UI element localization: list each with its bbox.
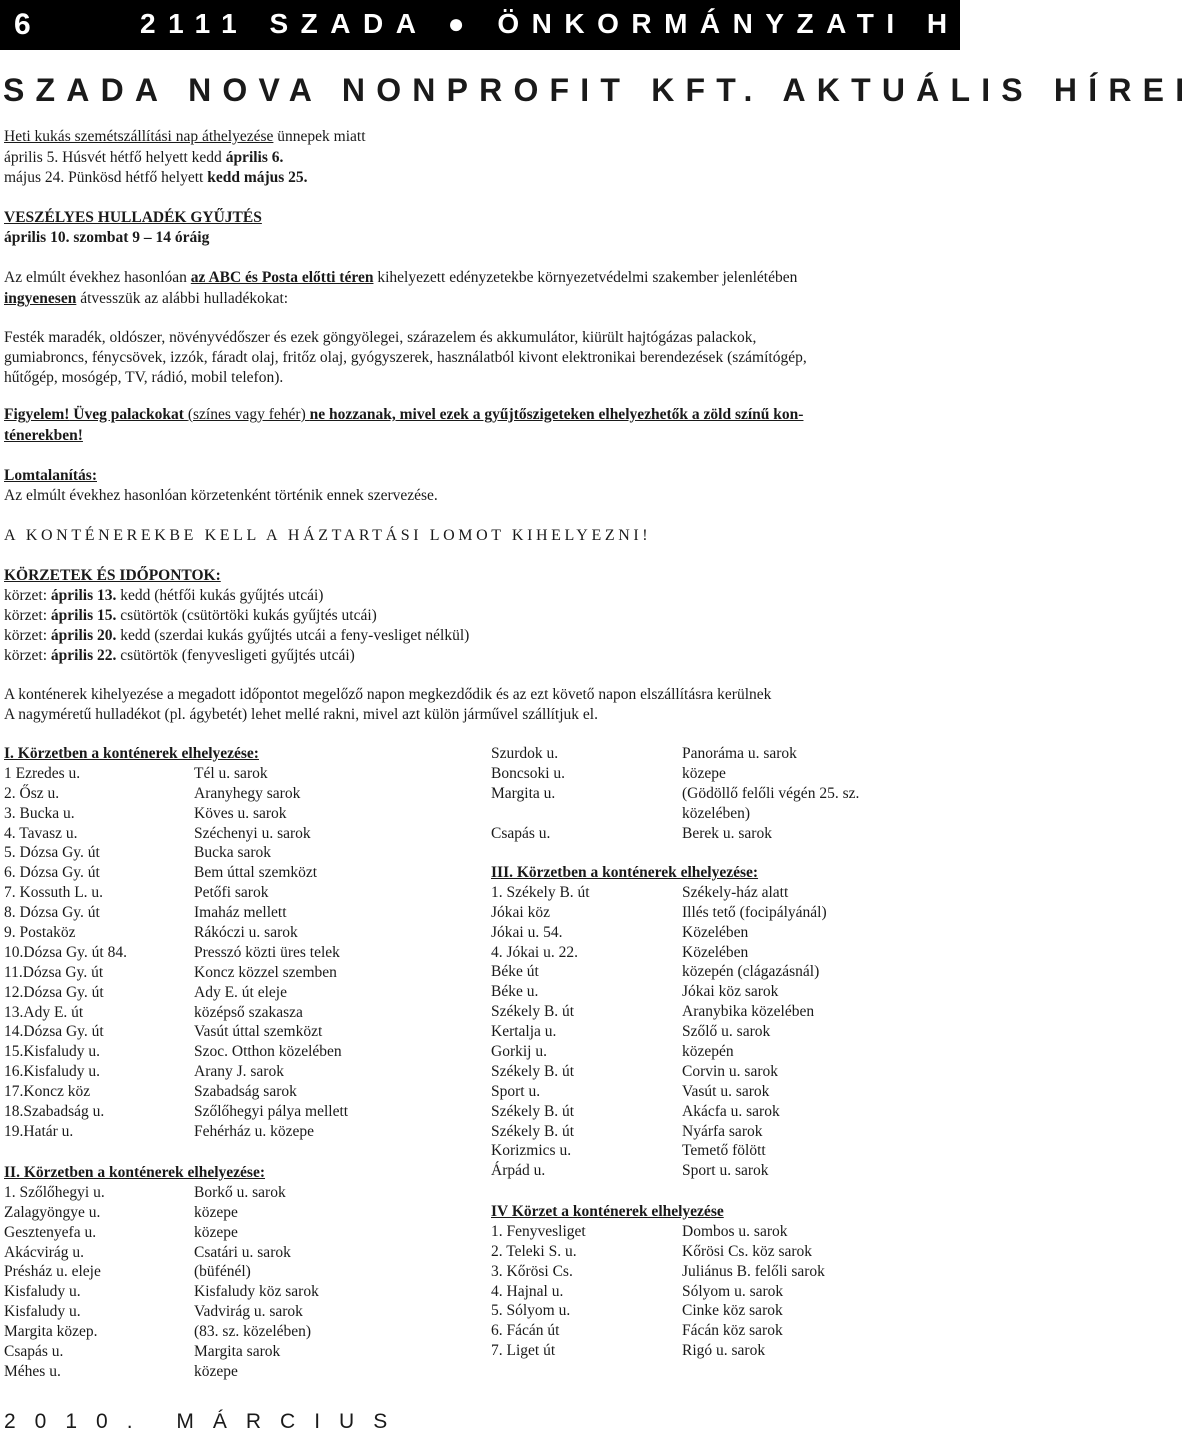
schedule-item-prefix: körzet: — [4, 607, 51, 624]
street-name: Jókai köz — [491, 903, 550, 921]
table-row — [491, 1141, 951, 1161]
table-row — [4, 943, 474, 963]
hazard-paragraph-line-2 — [4, 289, 288, 309]
hazard-p1-free: ingyenesen — [4, 290, 77, 307]
street-name: Jókai u. 54. — [491, 923, 563, 941]
hazard-date: április 10. szombat 9 – 14 óráig — [4, 229, 210, 246]
warning-line-2: ténerekben! — [4, 427, 83, 444]
district-3-table — [491, 883, 951, 1181]
schedule-item-date: április 20. — [50, 627, 117, 644]
table-row — [491, 1062, 951, 1082]
hazard-p1-text-e: átvesszük az alábbi hulladékokat: — [76, 290, 289, 307]
table-row — [4, 1042, 474, 1062]
street-name: Margita közep. — [4, 1323, 98, 1341]
intro-line-3-date: kedd május 25. — [207, 169, 308, 186]
district-4-title: IV Körzet a konténerek elhelyezése — [491, 1203, 724, 1220]
street-name: 2. Ősz u. — [4, 784, 60, 802]
schedule-item-detail: csütörtök (csütörtöki kukás gyűjtés utcái) — [116, 607, 377, 624]
container-location: Szőlőhegyi pálya mellett — [194, 1103, 349, 1121]
street-name: Székely B. út — [491, 1122, 575, 1140]
table-row — [4, 903, 474, 923]
lomtalanitas-title: Lomtalanítás: — [4, 467, 97, 484]
street-name: 18.Szabadság u. — [4, 1103, 105, 1121]
table-row — [491, 903, 951, 923]
container-location: középső szakasza — [194, 1003, 303, 1021]
container-location: Köves u. sarok — [194, 804, 287, 822]
container-location: Fácán köz sarok — [682, 1322, 783, 1340]
schedule-item-prefix: körzet: — [4, 647, 51, 664]
table-row — [4, 1203, 474, 1223]
district-2-continued-table — [491, 744, 951, 843]
container-location: Szoc. Otthon közelében — [194, 1043, 342, 1061]
container-location: Nyárfa sarok — [682, 1122, 763, 1140]
hazard-p1-location: az ABC és Posta előtti téren — [190, 269, 374, 286]
container-location: Vadvirág u. sarok — [194, 1303, 303, 1321]
intro-line-1 — [4, 127, 366, 147]
street-name: Kisfaludy u. — [4, 1283, 81, 1301]
container-location: Aranyhegy sarok — [194, 784, 301, 802]
container-location: közepén (clágazásnál) — [682, 963, 820, 981]
hazard-p1-text-c: kihelyezett edényzetekbe környezetvédelmi szakember jelenlétében — [373, 269, 798, 286]
hazard-list-line-1: Festék maradék, oldószer, növényvédőszer és ezek göngyölegei, szárazelem és akkumulátor, kiürült hajtógázas palackok, — [4, 329, 757, 346]
container-location: Rigó u. sarok — [682, 1342, 766, 1360]
container-location: Temető fölött — [682, 1142, 766, 1160]
warning-color: (színes vagy fehér) — [187, 406, 310, 423]
warning-label: Figyelem! — [4, 406, 70, 423]
container-location: Juliánus B. felőli sarok — [682, 1262, 825, 1280]
container-location: közepe — [682, 764, 726, 782]
page-headline: SZADA NOVA NONPROFIT KFT. AKTUÁLIS HÍREI — [3, 72, 1195, 108]
table-row — [491, 1282, 951, 1302]
container-location: Széchenyi u. sarok — [194, 824, 311, 842]
table-row — [491, 784, 951, 804]
container-location: Petőfi sarok — [194, 884, 269, 902]
schedule-item-prefix: körzet: — [4, 587, 51, 604]
container-location: Borkő u. sarok — [194, 1183, 286, 1201]
container-location: Fehérház u. közepe — [194, 1122, 315, 1140]
schedule-note-2: A nagyméretű hulladékot (pl. ágybetét) lehet mellé rakni, mivel azt külön járművel szállítjuk el. — [4, 706, 598, 723]
district-4-block — [491, 1202, 951, 1361]
street-name: Margita u. — [491, 784, 556, 802]
table-row — [491, 923, 951, 943]
container-location: Panoráma u. sarok — [682, 745, 797, 762]
footer-date: 2010. MÁRCIUS — [4, 1410, 407, 1433]
schedule-item-date: április 13. — [50, 587, 117, 604]
intro-line-2-text: április 5. Húsvét hétfő helyett kedd — [4, 149, 226, 166]
hazard-list-line-2: gumiabroncs, fénycsövek, izzók, fáradt olaj, fritőz olaj, gyógyszerek, használatból kivont elektronikai berendezések (számítógép, — [4, 349, 807, 366]
table-row — [491, 744, 951, 764]
table-row — [4, 1102, 474, 1122]
container-location: Szőlő u. sarok — [682, 1023, 771, 1041]
container-location: Vasút úttal szemközt — [194, 1023, 323, 1041]
schedule-item-detail: kedd (szerdai kukás gyűjtés utcái a feny-vesliget nélkül) — [116, 627, 470, 644]
container-location: Jókai köz sarok — [682, 983, 779, 1001]
intro-line-3 — [4, 168, 308, 188]
container-location: közepe — [194, 1362, 238, 1380]
street-name: Béke út — [491, 963, 539, 981]
table-row — [491, 1242, 951, 1262]
schedule-item — [4, 586, 323, 606]
lomtalanitas-text: Az elmúlt évekhez hasonlóan körzetenként történik ennek szervezése. — [4, 487, 438, 504]
container-location: Bucka sarok — [194, 844, 272, 862]
street-name: 15.Kisfaludy u. — [4, 1043, 101, 1061]
table-row — [491, 1042, 951, 1062]
container-location: Székely-ház alatt — [682, 883, 789, 901]
street-name: 1. Szőlőhegyi u. — [4, 1183, 105, 1201]
district-2-table — [4, 1183, 474, 1382]
district-3-block — [491, 863, 951, 1181]
container-location: közepe — [194, 1223, 238, 1241]
street-name: 13.Ady E. út — [4, 1003, 84, 1021]
street-name: Gesztenyefa u. — [4, 1223, 97, 1241]
lomtalanitas-caps-notice: A KONTÉNEREKBE KELL A HÁZTARTÁSI LOMOT KIHELYEZNI! — [4, 527, 652, 544]
page-number: 6 — [14, 8, 31, 41]
intro-line-1-rest: ünnepek miatt — [273, 128, 366, 145]
container-location: (büfénél) — [194, 1263, 251, 1281]
schedule-item-date: április 22. — [50, 647, 117, 664]
table-row — [491, 982, 951, 1002]
street-name: Csapás u. — [491, 824, 551, 842]
container-location: Közelében — [682, 923, 749, 941]
container-location: (83. sz. közelében) — [194, 1323, 312, 1341]
table-row — [491, 1301, 951, 1321]
container-location: Kisfaludy köz sarok — [194, 1283, 319, 1301]
street-name: 17.Koncz köz — [4, 1083, 91, 1101]
container-location: Akácfa u. sarok — [682, 1102, 780, 1120]
district-1-block — [4, 744, 474, 1142]
table-row — [4, 1122, 474, 1142]
table-row — [4, 1262, 474, 1282]
street-name: Kisfaludy u. — [4, 1303, 81, 1321]
container-location: Rákóczi u. sarok — [194, 924, 298, 942]
table-row — [4, 1322, 474, 1342]
table-row — [4, 863, 474, 883]
hazard-title: VESZÉLYES HULLADÉK GYŰJTÉS — [4, 209, 262, 226]
street-name: 10.Dózsa Gy. út 84. — [4, 943, 127, 961]
street-name: 4. Tavasz u. — [4, 824, 78, 842]
street-name: 6. Fácán út — [491, 1322, 560, 1340]
district-2-title: II. Körzetben a konténerek elhelyezése: — [4, 1164, 266, 1181]
street-name: 5. Dózsa Gy. út — [4, 844, 100, 862]
street-name: 9. Postaköz — [4, 924, 76, 942]
street-name: Boncsoki u. — [491, 764, 566, 782]
street-name: 7. Kossuth L. u. — [4, 884, 104, 902]
page-header-bar — [0, 0, 1077, 50]
street-name: 7. Liget út — [491, 1342, 556, 1360]
schedule-item-date: április 15. — [50, 607, 117, 624]
table-row — [491, 1122, 951, 1142]
intro-line-3-text: május 24. Pünkösd hétfő helyett — [4, 169, 208, 186]
street-name: 11.Dózsa Gy. út — [4, 963, 104, 981]
street-name: 8. Dózsa Gy. út — [4, 904, 100, 922]
table-row — [4, 1082, 474, 1102]
container-location: Aranybika közelében — [682, 1003, 815, 1021]
street-name: 19.Határ u. — [4, 1122, 74, 1140]
street-name: 3. Bucka u. — [4, 804, 75, 822]
street-name: 2. Teleki S. u. — [491, 1242, 577, 1260]
container-location: Arany J. sarok — [194, 1063, 284, 1081]
schedule-item — [4, 626, 469, 646]
street-name: Kertalja u. — [491, 1023, 557, 1041]
container-location: Szabadság sarok — [194, 1083, 297, 1101]
table-row — [491, 1082, 951, 1102]
table-row — [4, 1022, 474, 1042]
table-row — [4, 1223, 474, 1243]
table-row — [491, 1222, 951, 1242]
container-location: Csatári u. sarok — [194, 1243, 291, 1261]
table-row — [4, 1302, 474, 1322]
street-name: Méhes u. — [4, 1362, 61, 1380]
table-row — [491, 1341, 951, 1361]
header-title: 2111 SZADA ● ÖNKORMÁNYZATI HÍREK — [140, 8, 1077, 39]
schedule-note-1: A konténerek kihelyezése a megadott időpontot megelőző napon megkezdődik és az ezt követő napon elszállításra kerülnek — [4, 686, 772, 703]
container-location: Cinke köz sarok — [682, 1302, 783, 1320]
warning-glass: Üveg palackokat — [69, 406, 188, 423]
warning-text: ne hozzanak, mivel ezek a gyűjtőszigeteken elhelyezhetők a zöld színű kon- — [309, 406, 804, 423]
street-name: 16.Kisfaludy u. — [4, 1063, 101, 1081]
schedule-title: KÖRZETEK ÉS IDŐPONTOK: — [4, 567, 221, 584]
table-row — [491, 962, 951, 982]
table-row — [4, 1342, 474, 1362]
table-row — [491, 824, 951, 844]
street-name: 12.Dózsa Gy. út — [4, 983, 104, 1001]
district-1-table — [4, 764, 474, 1142]
table-row — [491, 1321, 951, 1341]
container-location: Sport u. sarok — [682, 1162, 769, 1180]
district-2-continued-block — [491, 744, 951, 843]
table-row — [491, 1022, 951, 1042]
table-row — [491, 1002, 951, 1022]
table-row — [4, 883, 474, 903]
street-name: Korizmics u. — [491, 1142, 572, 1160]
table-row — [4, 923, 474, 943]
street-name: 4. Jókai u. 22. — [491, 943, 578, 961]
street-name: 4. Hajnal u. — [491, 1282, 564, 1300]
street-name: 1. Fenyvesliget — [491, 1222, 586, 1240]
table-row — [4, 1243, 474, 1263]
table-row — [491, 1102, 951, 1122]
hazard-list-line-3: hűtőgép, mosógép, TV, rádió, mobil telefon). — [4, 369, 284, 386]
container-location: Imaház mellett — [194, 904, 287, 922]
container-location: Ady E. út eleje — [194, 983, 287, 1001]
table-row — [491, 1262, 951, 1282]
table-row — [491, 943, 951, 963]
container-location: Presszó közti üres telek — [194, 943, 340, 961]
intro-line-2-date: április 6. — [225, 149, 284, 166]
container-location: Corvin u. sarok — [682, 1062, 779, 1080]
street-name: Akácvirág u. — [4, 1243, 85, 1261]
schedule-item — [4, 606, 377, 626]
intro-heading: Heti kukás szemétszállítási nap áthelyezése — [4, 128, 274, 145]
table-row — [491, 804, 951, 824]
street-name: 1. Székely B. út — [491, 883, 590, 901]
street-name: Székely B. út — [491, 1003, 575, 1021]
table-row — [4, 1282, 474, 1302]
container-location: Tél u. sarok — [194, 764, 268, 782]
street-name: 5. Sólyom u. — [491, 1302, 571, 1320]
container-location: Vasút u. sarok — [682, 1082, 770, 1100]
district-4-table — [491, 1222, 951, 1361]
table-row — [491, 764, 951, 784]
table-row — [4, 804, 474, 824]
container-location: Bem úttal szemközt — [194, 864, 318, 882]
table-row — [4, 824, 474, 844]
table-row — [4, 1183, 474, 1203]
street-name: Sport u. — [491, 1082, 541, 1100]
table-row — [491, 1161, 951, 1181]
street-name: Árpád u. — [491, 1162, 546, 1180]
container-location: közepén — [682, 1043, 734, 1061]
hazard-paragraph-line-1 — [4, 268, 797, 288]
hazard-p1-text-a: Az elmúlt évekhez hasonlóan — [4, 269, 191, 286]
street-name: Szurdok u. — [491, 745, 559, 762]
container-location: Margita sarok — [194, 1343, 281, 1361]
street-name: 14.Dózsa Gy. út — [4, 1023, 104, 1041]
container-location: közepe — [194, 1203, 238, 1221]
district-2-block — [4, 1163, 474, 1382]
table-row — [4, 1003, 474, 1023]
container-location: Berek u. sarok — [682, 824, 772, 842]
street-name: Székely B. út — [491, 1062, 575, 1080]
container-location: Közelében — [682, 943, 749, 961]
container-location: Dombos u. sarok — [682, 1222, 788, 1240]
container-location: Illés tető (focipályánál) — [682, 903, 827, 921]
street-name: 3. Kőrösi Cs. — [491, 1262, 573, 1280]
street-name: 6. Dózsa Gy. út — [4, 864, 100, 882]
street-name: Székely B. út — [491, 1102, 575, 1120]
schedule-item-prefix: körzet: — [4, 627, 51, 644]
street-name: Présház u. eleje — [4, 1263, 101, 1281]
street-name: Gorkij u. — [491, 1043, 547, 1061]
table-row — [491, 883, 951, 903]
table-row — [4, 1062, 474, 1082]
container-location: Koncz közzel szemben — [194, 963, 337, 981]
street-name: Zalagyöngye u. — [4, 1203, 101, 1221]
schedule-item — [4, 646, 355, 666]
district-3-title: III. Körzetben a konténerek elhelyezése: — [491, 864, 759, 881]
table-row — [4, 963, 474, 983]
district-1-title: I. Körzetben a konténerek elhelyezése: — [4, 745, 259, 762]
container-location: közelében) — [682, 804, 750, 822]
street-name: Béke u. — [491, 983, 539, 1001]
container-location: (Gödöllő felőli végén 25. sz. — [682, 784, 860, 802]
table-row — [4, 784, 474, 804]
street-name: 1 Ezredes u. — [4, 764, 81, 782]
street-name: Csapás u. — [4, 1343, 64, 1361]
warning-line-1 — [4, 405, 803, 425]
container-location: Kőrösi Cs. köz sarok — [682, 1242, 813, 1260]
container-location: Sólyom u. sarok — [682, 1282, 784, 1300]
schedule-item-detail: csütörtök (fenyvesligeti gyűjtés utcái) — [116, 647, 355, 664]
table-row — [4, 764, 474, 784]
table-row — [4, 843, 474, 863]
table-row — [4, 1362, 474, 1382]
table-row — [4, 983, 474, 1003]
schedule-item-detail: kedd (hétfői kukás gyűjtés utcái) — [116, 587, 324, 604]
intro-line-2 — [4, 148, 283, 168]
